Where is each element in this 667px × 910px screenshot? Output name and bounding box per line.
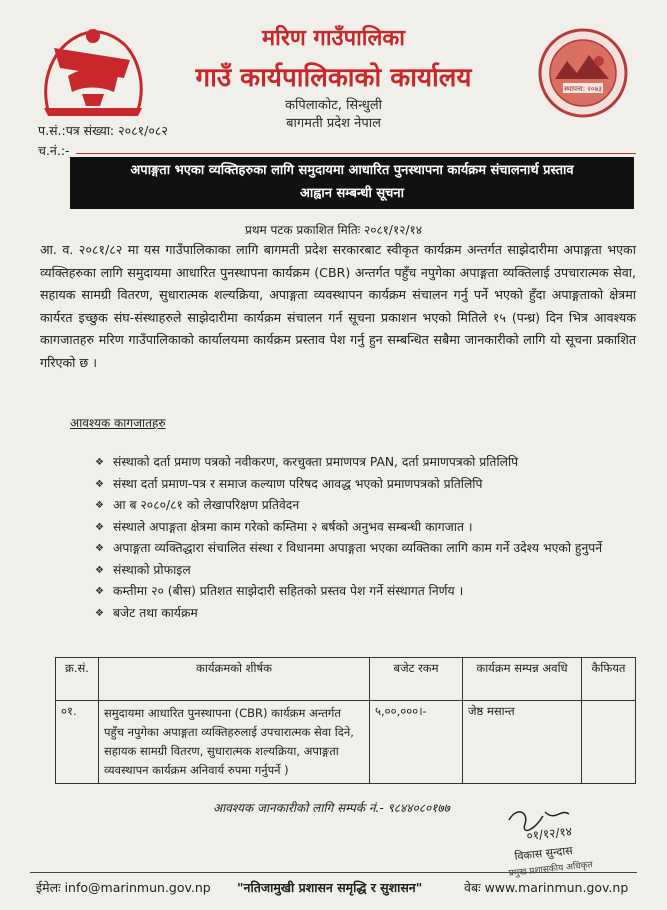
- program-table: [55, 657, 636, 784]
- office-name: गाउँ कार्यपालिकाको कार्यालय: [195, 63, 472, 93]
- signature-title: प्रमुख प्रशासकीय अधिकृत: [508, 860, 594, 879]
- list-item: ❖ संस्थाको प्रोफाइल: [95, 560, 625, 582]
- col-header-title: कार्यक्रमको शीर्षक: [99, 658, 370, 701]
- cell-budget: ५,००,०००।-: [370, 701, 463, 784]
- cell-period: जेष्ठ मसान्त: [463, 701, 582, 784]
- footer-slogan: "नतिजामुखी प्रशासन समृद्धि र सुशासन": [237, 880, 423, 895]
- list-item: ❖ संस्था दर्ता प्रमाण-पत्र र समाज कल्याण परिषद आवद्ध भएको प्रमाणपत्रको प्रतिलिपि: [95, 474, 625, 496]
- bullet-icon: ❖: [95, 500, 104, 511]
- bullet-icon: ❖: [95, 478, 104, 490]
- dispatch-number: च.नं.:-: [38, 143, 70, 158]
- notice-title-line-1: अपाङ्गता भएका व्यक्तिहरुका लागि समुदायमा आधारित पुनस्थापना कार्यक्रम संचालनार्थ प्रस्ताव: [130, 163, 574, 178]
- list-item: ❖ आ ब २०८०/८१ को लेखापरिक्षण प्रतिवेदन: [95, 495, 625, 517]
- divider: [76, 153, 636, 154]
- contact-line: आवश्यक जानकारीको लागि सम्पर्क नं.- ९८४४०८०१७७: [213, 801, 450, 815]
- bullet-icon: ❖: [95, 607, 104, 619]
- bullet-icon: ❖: [95, 521, 104, 533]
- col-header-period: कार्यक्रम सम्पन्न अवधि: [463, 658, 582, 701]
- table-row: [56, 701, 636, 784]
- list-item: ❖ बजेट तथा कार्यक्रम: [95, 603, 625, 625]
- cell-sn: ०१.: [56, 701, 99, 784]
- bullet-icon: ❖: [95, 457, 104, 468]
- list-item: ❖ संस्थाले अपाङ्गता क्षेत्रमा काम गरेको कम्तिमा २ बर्षको अनुभव सम्बन्धी कागजात ।: [95, 517, 625, 539]
- address-line-1: कपिलाकोट, सिन्धुली: [284, 98, 383, 113]
- municipality-seal: [537, 27, 629, 119]
- list-item: ❖ संस्थाको दर्ता प्रमाण पत्रको नवीकरण, करचुक्ता प्रमाणपत्र PAN, दर्ता प्रमाणपत्रको प्रतिलिपि: [95, 452, 625, 474]
- col-header-remarks: कैफियत: [582, 658, 636, 701]
- col-header-sn: क्र.सं.: [56, 658, 99, 701]
- signature-date: ०१/१२/१४: [525, 824, 573, 843]
- notice-body: आ. व. २०८१/८२ मा यस गाउँपालिकाका लागि बागमती प्रदेश सरकारबाट स्वीकृत कार्यक्रम अन्तर्गत साझेदारीमा अपाङ्गता भएका व्यक्तिहरुका लागि समुदायमा आधारित पुनस्थापना कार्यक्रम (CBR) अन्तर्गत पहुँच नपुगेका अपाङ्गता व्यक्तिलाई उपचारात्मक सेवा, सहायक सामग्री वितरण, सुधारात्मक शल्यक्रिया, अपाङ्गता व्यवस्थापन कार्यक्रम संचालन गर्नु पर्ने भएको हुँदा अपाङ्गताको क्षेत्रमा कार्यरत इच्छुक संघ-संस्थाहरुले साझेदारीमा कार्यक्रम संचालन गर्न सूचना प्रकाशन भएको मितिले १५ (पन्ध्र) दिन भित्र आवश्यक कागजातहरु मरिण गाउँपालिकाको कार्यालयमा कार्यक्रम प्रस्ताव पेश गर्नु हुन सम्बन्धित सबैमा जानकारीको लागि यो सूचना प्रकाशित गरिएको छ ।: [40, 242, 636, 370]
- seal-text: स्थापना: २०७३: [564, 85, 602, 93]
- bullet-icon: ❖: [95, 586, 104, 597]
- municipality-name: मरिण गाउँपालिका: [262, 26, 405, 51]
- reference-number: प.सं.:पत्र संख्या: २०८१/०८२: [38, 123, 168, 138]
- cell-title: समुदायमा आधारित पुनस्थापना (CBR) कार्यक्रम अन्तर्गत पहुँच नपुगेका अपाङ्गता व्यक्तिहरुलाई उपचारात्मक सेवा दिने, सहायक सामग्री वितरण, सुधारात्मक शल्यक्रिया, अपाङ्गता व्यवस्थापन कार्यक्रम अनिवार्य रुपमा गर्नुपर्ने ): [99, 701, 370, 784]
- list-item: ❖ कम्तीमा २० (बीस) प्रतिशत साझेदारी सहितको प्रस्तव पेश गर्ने संस्थागत निर्णय ।: [95, 581, 625, 603]
- list-item: ❖ अपाङ्गता व्यक्तिद्धारा संचालित संस्था र विधानमा अपाङ्गता भएका व्यक्तिका लागि काम गर्ने उदेश्य भएको हुनुपर्ने: [95, 538, 625, 560]
- notice-title-box: [70, 157, 634, 209]
- published-date: प्रथम पटक प्रकाशित मितिः २०८१/१२/१४: [245, 223, 422, 237]
- docs-heading: आवश्यक कागजातहरु: [70, 416, 166, 430]
- signature-name: विकास सुन्दास: [513, 843, 574, 863]
- cell-remarks: [582, 701, 636, 784]
- table-header-row: [56, 658, 636, 701]
- signature: [495, 802, 645, 882]
- footer-email: ईमेलः info@marinmun.gov.np: [36, 880, 211, 895]
- address-line-2: बागमती प्रदेश नेपाल: [286, 116, 381, 131]
- footer-divider: [30, 872, 637, 873]
- bullet-icon: ❖: [95, 564, 104, 576]
- required-documents-list: [95, 452, 625, 624]
- notice-title-line-2: आह्वान सम्बन्धी सूचना: [299, 186, 405, 201]
- footer-website: वेबः www.marinmun.gov.np: [464, 880, 629, 895]
- bullet-icon: ❖: [95, 543, 104, 554]
- col-header-budget: बजेट रकम: [370, 658, 463, 701]
